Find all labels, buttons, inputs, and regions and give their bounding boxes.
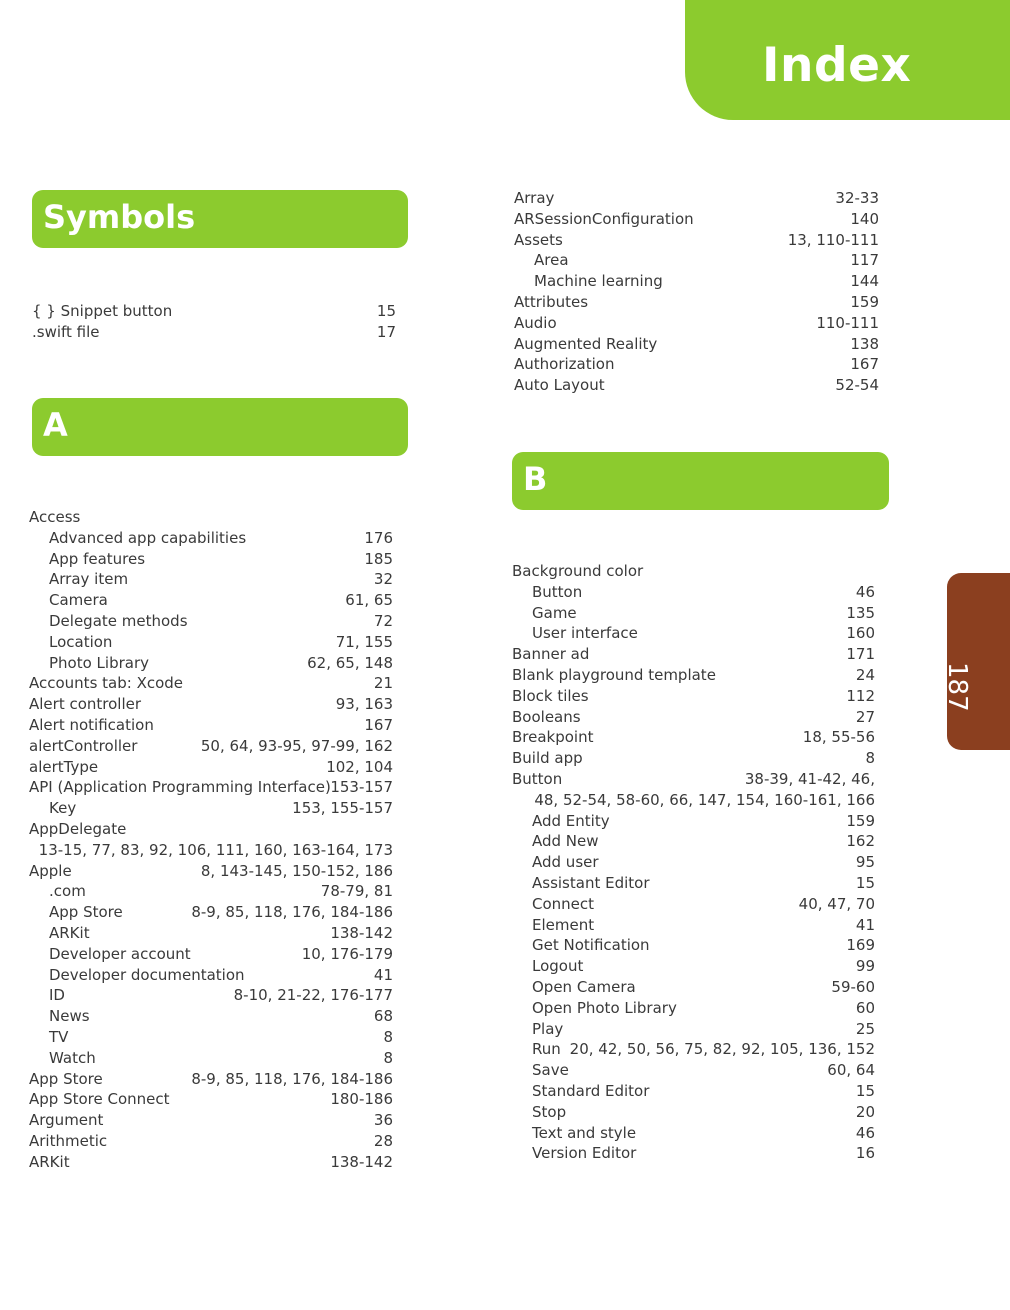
entry-pages: 169 <box>846 936 875 955</box>
index-entry <box>514 375 879 396</box>
index-entry <box>512 644 875 665</box>
entry-pages: 60, 64 <box>827 1061 875 1080</box>
entry-pages: 159 <box>850 292 879 311</box>
index-entry <box>514 292 879 313</box>
entry-term: Watch <box>49 1048 96 1067</box>
index-entry <box>514 334 879 355</box>
entry-term: .swift file <box>32 322 100 341</box>
index-entry <box>514 271 879 292</box>
entry-term: Alert notification <box>29 715 154 734</box>
entry-pages: 180-186 <box>330 1090 393 1109</box>
entry-pages: 38-39, 41-42, 46, <box>744 769 875 788</box>
index-entry <box>512 915 875 936</box>
index-entry <box>29 569 393 590</box>
entry-pages: 62, 65, 148 <box>307 653 393 672</box>
index-entry <box>514 313 879 334</box>
entry-term: Game <box>532 603 577 622</box>
entry-term: Authorization <box>514 355 615 374</box>
index-entry <box>514 250 879 271</box>
section-heading: Symbols <box>43 198 196 236</box>
page-number: 187 <box>942 662 972 712</box>
index-entry <box>512 1102 875 1123</box>
entry-pages: 153-157 <box>330 778 393 797</box>
entry-term: ARKit <box>49 923 90 942</box>
index-entry <box>512 623 875 644</box>
entry-term: Argument <box>29 1111 104 1130</box>
entry-pages: 162 <box>846 832 875 851</box>
entry-pages: 15 <box>376 302 396 320</box>
entry-pages: 8 <box>383 1048 393 1067</box>
entry-term: Standard Editor <box>532 1081 650 1100</box>
entry-term: API (Application Programming Interface) <box>29 778 331 797</box>
index-entry <box>29 549 393 570</box>
index-entry <box>29 965 393 986</box>
a-continued-entry-list <box>514 188 879 396</box>
index-entry <box>512 686 875 707</box>
entry-term: App Store <box>29 1069 103 1088</box>
entry-term: Connect <box>532 894 595 913</box>
index-entry <box>29 736 393 757</box>
section-heading: B <box>523 460 548 498</box>
index-entry <box>29 923 393 944</box>
index-entry <box>29 590 393 611</box>
entry-term: Assistant Editor <box>532 873 650 892</box>
index-entry <box>512 603 875 624</box>
index-entry <box>512 873 875 894</box>
index-entry <box>29 1131 393 1152</box>
entry-pages: 159 <box>846 811 875 830</box>
entry-term: Developer account <box>49 944 191 963</box>
entry-pages: 40, 47, 70 <box>798 894 875 913</box>
entry-term: Augmented Reality <box>514 334 658 353</box>
symbols-entry-list <box>32 301 396 343</box>
page-title: Index <box>762 38 912 93</box>
index-entry <box>29 777 393 798</box>
entry-term: Stop <box>532 1102 567 1121</box>
index-entry <box>29 881 393 902</box>
entry-pages: 52-54 <box>835 376 879 395</box>
index-entry <box>512 707 875 728</box>
section-banner-symbols <box>32 190 408 248</box>
entry-pages: 93, 163 <box>335 695 393 714</box>
entry-pages: 138 <box>850 334 879 353</box>
index-entry <box>512 665 875 686</box>
entry-pages: 8, 143-145, 150-152, 186 <box>200 861 393 880</box>
entry-pages: 8-9, 85, 118, 176, 184-186 <box>191 1069 393 1088</box>
entry-pages: 140 <box>850 209 879 228</box>
entry-pages: 8-10, 21-22, 176-177 <box>233 986 393 1005</box>
entry-term: ARKit <box>29 1152 70 1171</box>
a-entry-list <box>29 507 393 1173</box>
index-entry <box>512 852 875 873</box>
entry-pages: 60 <box>855 998 875 1017</box>
index-entry <box>512 998 875 1019</box>
entry-term: TV <box>49 1027 69 1046</box>
entry-pages: 110-111 <box>816 313 879 332</box>
index-entry <box>512 1060 875 1081</box>
index-entry <box>32 301 396 322</box>
index-entry <box>29 507 393 528</box>
entry-pages: 138-142 <box>330 1152 393 1171</box>
entry-pages: 17 <box>376 322 396 341</box>
entry-term: Apple <box>29 861 72 880</box>
index-entry <box>29 653 393 674</box>
entry-term: Assets <box>514 230 563 249</box>
entry-pages: 15 <box>855 1081 875 1100</box>
entry-pages: 71, 155 <box>335 632 393 651</box>
section-banner-a <box>32 398 408 456</box>
index-entry <box>29 944 393 965</box>
entry-pages: 27 <box>855 707 875 726</box>
index-entry <box>512 1123 875 1144</box>
entry-term: Delegate methods <box>49 611 188 630</box>
entry-pages: 15 <box>855 873 875 892</box>
entry-term: { } Snippet button <box>32 302 173 320</box>
entry-term: Add user <box>532 853 599 872</box>
index-entry <box>512 894 875 915</box>
index-entry <box>29 861 393 882</box>
entry-pages: 21 <box>373 674 393 693</box>
entry-pages: 160 <box>846 624 875 643</box>
entry-term: Audio <box>514 313 557 332</box>
entry-pages: 171 <box>846 645 875 664</box>
entry-pages: 32 <box>373 570 393 589</box>
index-entry <box>29 1006 393 1027</box>
section-banner-b <box>512 452 889 510</box>
index-entry <box>29 819 393 840</box>
entry-pages: 18, 55-56 <box>802 728 875 747</box>
entry-pages: 20, 42, 50, 56, 75, 82, 92, 105, 136, 152 <box>569 1040 875 1059</box>
entry-pages: 32-33 <box>835 189 879 207</box>
index-entry <box>29 798 393 819</box>
index-entry <box>512 935 875 956</box>
entry-term: User interface <box>532 624 638 643</box>
entry-term: Open Camera <box>532 977 636 996</box>
entry-term: Accounts tab: Xcode <box>29 674 184 693</box>
entry-pages: 176 <box>364 528 393 547</box>
index-entry <box>512 1039 875 1060</box>
entry-pages: 59-60 <box>831 977 875 996</box>
index-entry <box>29 611 393 632</box>
entry-term: Camera <box>49 591 108 610</box>
index-entry <box>512 1019 875 1040</box>
entry-pages: 8 <box>383 1027 393 1046</box>
entry-pages: 117 <box>850 251 879 270</box>
entry-term: Breakpoint <box>512 728 594 747</box>
entry-term: Get Notification <box>532 936 650 955</box>
entry-pages: 185 <box>364 549 393 568</box>
entry-term: ARSessionConfiguration <box>514 209 694 228</box>
entry-pages: 72 <box>373 611 393 630</box>
entry-term: Logout <box>532 957 584 976</box>
entry-term: Version Editor <box>532 1144 637 1163</box>
entry-pages: 13, 110-111 <box>787 230 879 249</box>
index-entry <box>512 956 875 977</box>
entry-pages: 20 <box>855 1102 875 1121</box>
entry-term: Alert controller <box>29 695 142 714</box>
entry-term: .com <box>49 882 86 901</box>
index-entry <box>512 727 875 748</box>
index-entry <box>512 1143 875 1164</box>
entry-pages: 68 <box>373 1007 393 1026</box>
entry-term: Add New <box>532 832 599 851</box>
entry-term: Build app <box>512 749 583 768</box>
entry-term: Element <box>532 915 595 934</box>
index-entry <box>29 757 393 778</box>
entry-pages: 102, 104 <box>326 757 393 776</box>
index-entry <box>514 209 879 230</box>
entry-term: Auto Layout <box>514 376 605 395</box>
entry-term: Array item <box>49 570 129 589</box>
index-entry <box>512 748 875 769</box>
entry-pages: 167 <box>850 355 879 374</box>
entry-term: Block tiles <box>512 686 589 705</box>
entry-pages: 153, 155-157 <box>292 799 393 818</box>
entry-term: AppDelegate <box>29 819 127 838</box>
index-entry <box>514 230 879 251</box>
entry-term: Attributes <box>514 292 589 311</box>
entry-pages: 167 <box>364 715 393 734</box>
entry-term: Background color <box>512 562 644 580</box>
index-entry <box>512 790 875 811</box>
entry-pages: 25 <box>855 1019 875 1038</box>
entry-term: Add Entity <box>532 811 610 830</box>
index-entry <box>29 840 393 861</box>
index-entry <box>29 673 393 694</box>
entry-pages: 10, 176-179 <box>301 944 393 963</box>
index-entry <box>512 811 875 832</box>
entry-pages: 95 <box>855 853 875 872</box>
entry-term: Save <box>532 1061 569 1080</box>
index-entry <box>512 1081 875 1102</box>
entry-pages: 61, 65 <box>345 591 393 610</box>
entry-pages: 78-79, 81 <box>320 882 393 901</box>
entry-pages: 41 <box>373 965 393 984</box>
index-entry <box>32 322 396 343</box>
entry-term: Booleans <box>512 707 581 726</box>
entry-term: Arithmetic <box>29 1131 108 1150</box>
entry-term: 13-15, 77, 83, 92, 106, 111, 160, 163-164, 173 <box>38 840 393 859</box>
index-entry <box>512 561 875 582</box>
entry-term: Photo Library <box>49 653 150 672</box>
entry-pages: 138-142 <box>330 923 393 942</box>
index-entry <box>29 632 393 653</box>
entry-term: Advanced app capabilities <box>49 528 247 547</box>
entry-term: Blank playground template <box>512 665 716 684</box>
entry-term: News <box>49 1007 90 1026</box>
index-entry <box>29 1152 393 1173</box>
entry-term: Banner ad <box>512 645 590 664</box>
entry-term: Run <box>532 1040 561 1059</box>
entry-term: Button <box>532 582 583 601</box>
entry-term: alertController <box>29 736 138 755</box>
section-heading: A <box>43 406 68 444</box>
entry-pages: 135 <box>846 603 875 622</box>
index-entry <box>29 902 393 923</box>
entry-term: Key <box>49 799 77 818</box>
index-entry <box>29 528 393 549</box>
entry-pages: 8 <box>865 749 875 768</box>
entry-pages: 50, 64, 93-95, 97-99, 162 <box>200 736 393 755</box>
entry-term: App Store <box>49 903 123 922</box>
entry-pages: 99 <box>855 957 875 976</box>
index-entry <box>29 1069 393 1090</box>
index-entry <box>512 977 875 998</box>
entry-term: Access <box>29 508 81 526</box>
index-entry <box>29 1110 393 1131</box>
index-entry <box>514 188 879 209</box>
index-entry <box>29 1027 393 1048</box>
index-entry <box>29 1048 393 1069</box>
entry-pages: 112 <box>846 686 875 705</box>
entry-term: Array <box>514 189 555 207</box>
entry-term: Area <box>534 251 569 270</box>
entry-pages: 46 <box>855 1123 875 1142</box>
entry-term: Play <box>532 1019 564 1038</box>
entry-term: Open Photo Library <box>532 998 677 1017</box>
entry-term: Location <box>49 632 113 651</box>
entry-pages: 24 <box>855 665 875 684</box>
entry-pages: 36 <box>373 1111 393 1130</box>
index-entry <box>29 1089 393 1110</box>
entry-pages: 144 <box>850 272 879 291</box>
index-entry <box>512 831 875 852</box>
index-entry <box>29 694 393 715</box>
entry-term: Text and style <box>532 1123 637 1142</box>
entry-term: ID <box>49 986 65 1005</box>
index-entry <box>29 985 393 1006</box>
index-entry <box>512 582 875 603</box>
index-entry <box>512 769 875 790</box>
entry-term: 48, 52-54, 58-60, 66, 147, 154, 160-161, 166 <box>534 790 875 809</box>
entry-term: alertType <box>29 757 99 776</box>
entry-pages: 16 <box>855 1144 875 1163</box>
entry-term: Button <box>512 769 563 788</box>
entry-term: App Store Connect <box>29 1090 170 1109</box>
index-entry <box>514 354 879 375</box>
entry-term: App features <box>49 549 146 568</box>
entry-term: Machine learning <box>534 272 663 291</box>
entry-pages: 28 <box>373 1131 393 1150</box>
index-entry <box>29 715 393 736</box>
b-entry-list <box>512 561 875 1164</box>
entry-pages: 41 <box>855 915 875 934</box>
entry-pages: 8-9, 85, 118, 176, 184-186 <box>191 903 393 922</box>
entry-pages: 46 <box>855 582 875 601</box>
entry-term: Developer documentation <box>49 965 245 984</box>
